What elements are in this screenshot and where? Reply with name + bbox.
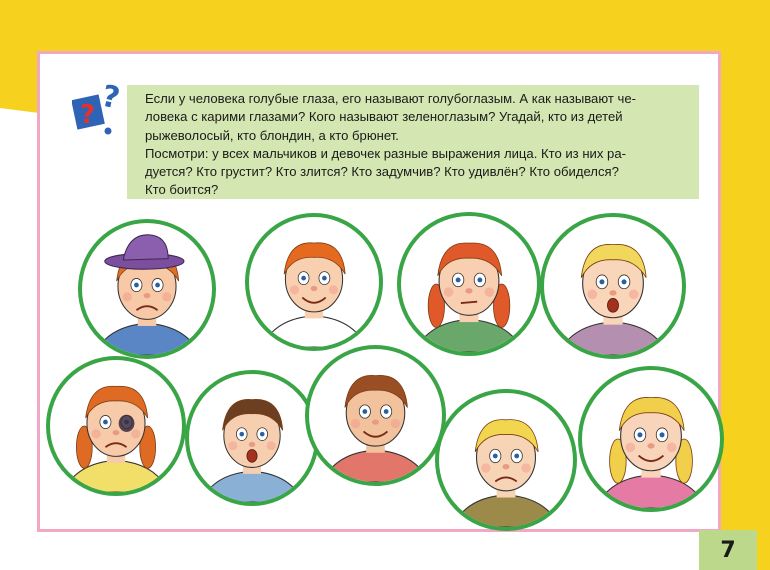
child-illustration [439, 393, 573, 527]
child-illustration [401, 216, 537, 352]
child-illustration [50, 360, 182, 492]
face-boy-blond-scared [540, 213, 686, 359]
task-line: Кто боится? [145, 182, 219, 198]
task-box [127, 85, 699, 199]
task-text [145, 90, 685, 200]
task-line: рыжеволосый, кто блондин, а кто брюнет. [145, 127, 399, 143]
child-illustration [82, 223, 212, 355]
task-line: Если у человека голубые глаза, его называют голубоглазым. А как называют че- [145, 91, 636, 106]
face-girl-ginger-pigtails [397, 212, 541, 356]
face-boy-blond-worried [435, 389, 577, 531]
svg-text:?: ? [80, 100, 96, 130]
page-number: 7 [720, 537, 736, 563]
child-illustration [309, 349, 442, 482]
child-illustration [582, 370, 720, 508]
task-line: ловека с карими глазами? Кого называют зеленоглазым? Угадай, кто из детей [145, 109, 623, 125]
child-illustration [544, 217, 682, 355]
face-boy-ginger-smile [245, 213, 383, 351]
task-line: дуется? Кто грустит? Кто злится? Кто задумчив? Кто удивлён? Кто обиделся? [145, 164, 619, 180]
face-boy-brunet-surprised [185, 370, 319, 506]
face-girl-blond-braids [578, 366, 724, 512]
face-boy-freckled-smile [305, 345, 446, 486]
task-line: Посмотри: у всех мальчиков и девочек разные выражения лица. Кто из них ра- [145, 145, 626, 161]
svg-text:?: ? [98, 78, 123, 117]
face-boy-hat [78, 219, 216, 359]
child-illustration [249, 217, 379, 347]
page-number-tab [699, 530, 757, 570]
question-mark-icon [72, 71, 130, 143]
face-girl-bruised [46, 356, 186, 496]
child-illustration [189, 374, 315, 502]
